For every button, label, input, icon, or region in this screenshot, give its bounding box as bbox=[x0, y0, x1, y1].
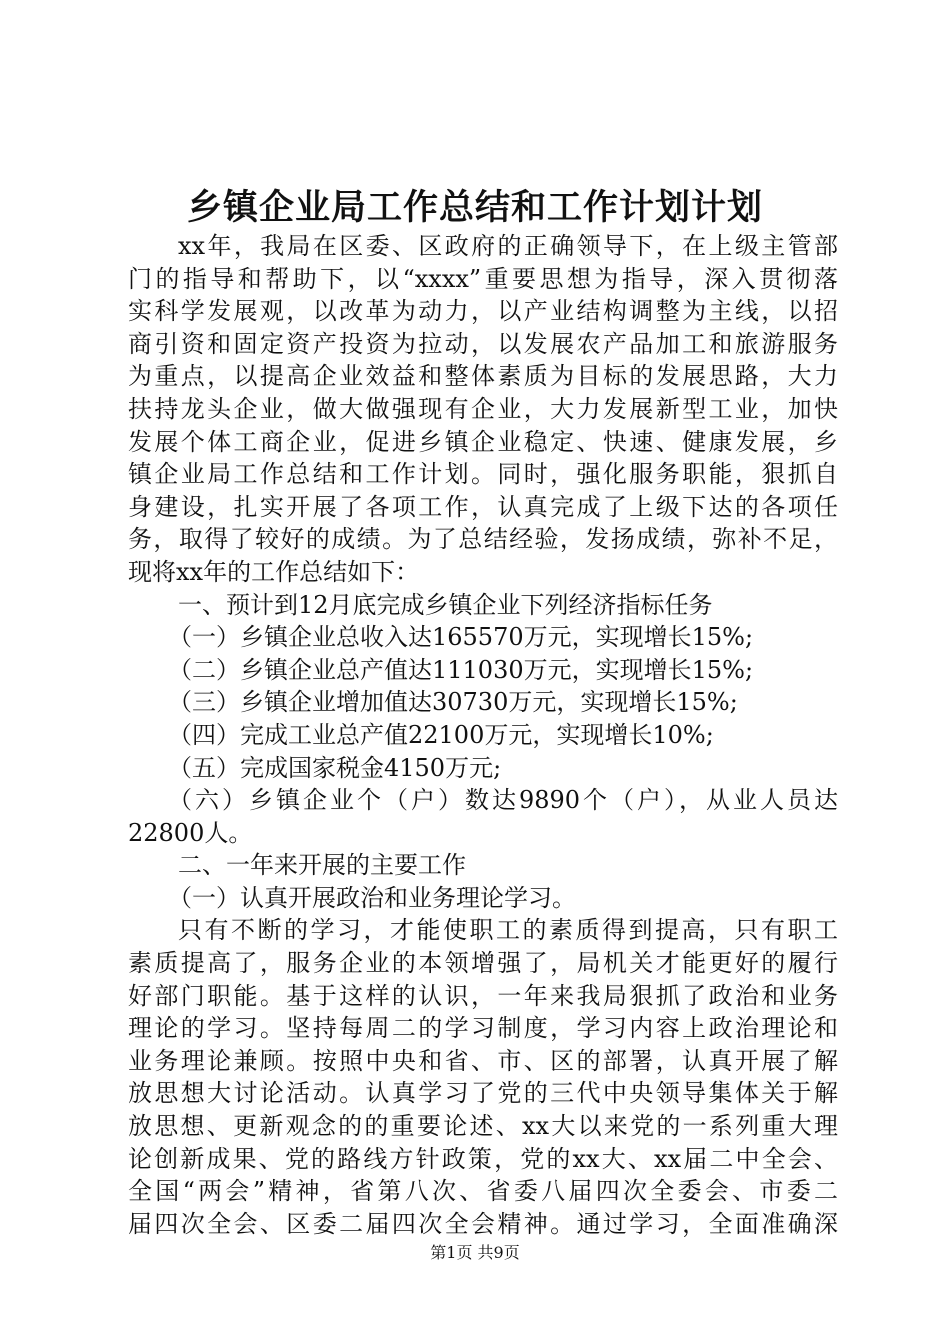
document-title: 乡镇企业局工作总结和工作计划计划 bbox=[186, 187, 763, 228]
body-line: 放思想、更新观念的的重要论述、xx大以来党的一系列重大理 bbox=[128, 1112, 838, 1141]
body-line: 只有不断的学习，才能使职工的素质得到提高，只有职工 bbox=[178, 916, 838, 945]
body-line: 为重点，以提高企业效益和整体素质为目标的发展思路，大力 bbox=[128, 362, 838, 391]
body-line: 放思想大讨论活动。认真学习了党的三代中央领导集体关于解 bbox=[128, 1079, 838, 1108]
body-line: 商引资和固定资产投资为拉动，以发展农产品加工和旅游服务 bbox=[128, 329, 838, 358]
list-item: （六）乡镇企业个（户）数达9890个（户），从业人员达 bbox=[168, 786, 838, 815]
body-line: 镇企业局工作总结和工作计划。同时，强化服务职能，狠抓自 bbox=[128, 460, 838, 489]
body-line: 发展个体工商企业，促进乡镇企业稳定、快速、健康发展，乡 bbox=[128, 427, 838, 456]
body-line: xx年，我局在区委、区政府的正确领导下，在上级主管部 bbox=[178, 232, 838, 260]
page-number-footer: 第1页 共9页 bbox=[430, 1243, 520, 1262]
body-line: 论创新成果、党的路线方针政策，党的xx大、xx届二中全会、 bbox=[128, 1144, 838, 1173]
body-line: 务，取得了较好的成绩。为了总结经验，发扬成绩，弥补不足， bbox=[128, 525, 838, 554]
body-line: 业务理论兼顾。按照中央和省、市、区的部署，认真开展了解 bbox=[128, 1046, 838, 1075]
section-heading: 一、预计到12月底完成乡镇企业下列经济指标任务 bbox=[178, 590, 713, 619]
body-line: 全国“两会”精神，省第八次、省委八届四次全委会、市委二 bbox=[128, 1177, 838, 1206]
body-line: 理论的学习。坚持每周二的学习制度，学习内容上政治理论和 bbox=[128, 1014, 838, 1043]
body-line: 门的指导和帮助下，以“xxxx”重要思想为指导，深入贯彻落 bbox=[128, 264, 838, 293]
subsection-heading: （一）认真开展政治和业务理论学习。 bbox=[168, 883, 576, 912]
body-line: 现将xx年的工作总结如下： bbox=[128, 557, 420, 586]
body-line: 素质提高了，服务企业的本领增强了，局机关才能更好的履行 bbox=[128, 949, 838, 978]
body-line: 届四次全会、区委二届四次全会精神。通过学习，全面准确深 bbox=[128, 1209, 838, 1238]
document-body bbox=[128, 230, 838, 1240]
list-item: （一）乡镇企业总收入达165570万元，实现增长15%; bbox=[168, 623, 754, 652]
list-item: （二）乡镇企业总产值达111030万元，实现增长15%; bbox=[168, 655, 754, 684]
body-line: 身建设，扎实开展了各项工作，认真完成了上级下达的各项任 bbox=[128, 492, 838, 521]
list-item: （五）完成国家税金4150万元; bbox=[168, 753, 502, 782]
body-line: 实科学发展观，以改革为动力，以产业结构调整为主线，以招 bbox=[128, 297, 838, 326]
list-item: （四）完成工业总产值22100万元，实现增长10%; bbox=[168, 720, 714, 749]
body-line: 扶持龙头企业，做大做强现有企业，大力发展新型工业，加快 bbox=[128, 394, 838, 423]
body-line: 22800人。 bbox=[128, 818, 253, 847]
section-heading: 二、一年来开展的主要工作 bbox=[178, 851, 466, 880]
body-line: 好部门职能。基于这样的认识，一年来我局狠抓了政治和业务 bbox=[128, 981, 838, 1010]
list-item: （三）乡镇企业增加值达30730万元，实现增长15%; bbox=[168, 688, 738, 717]
